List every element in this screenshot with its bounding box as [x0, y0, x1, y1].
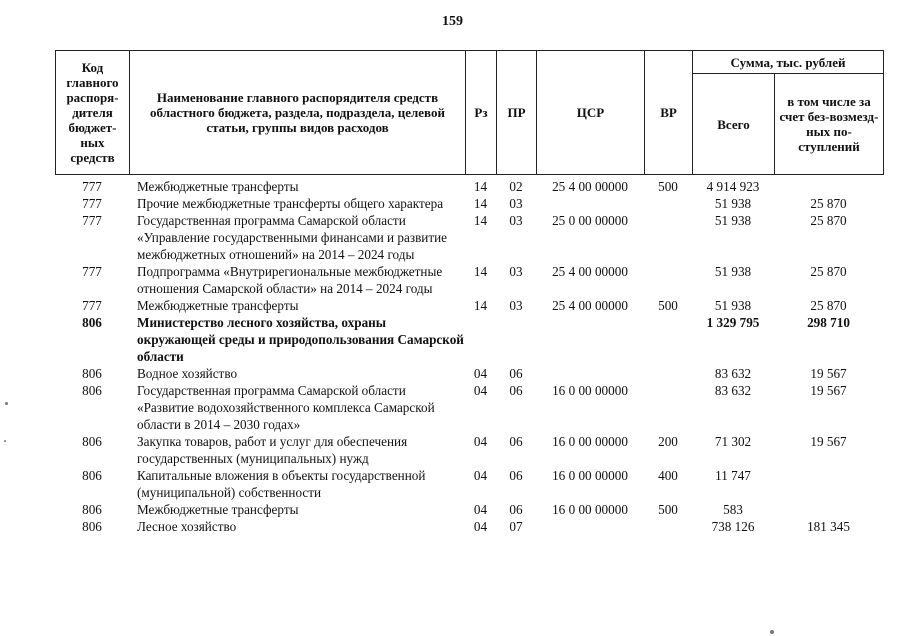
cell-code: 806: [82, 468, 102, 483]
table-row: [55, 467, 883, 501]
cell-pr: 06: [509, 383, 523, 398]
cell-name: Межбюджетные трансферты: [137, 298, 299, 313]
header-total: Всего: [693, 74, 775, 175]
header-rz: Рз: [466, 51, 497, 175]
table-row: [55, 501, 883, 518]
cell-free: 19 567: [810, 383, 847, 398]
cell-rz: 14: [473, 196, 488, 211]
header-name: Наименование главного распорядителя средств областного бюджета, раздела, подраздела, целевой статьи, группы видов расходов: [130, 51, 466, 175]
cell-vr: 500: [658, 179, 678, 194]
cell-vr: [644, 314, 692, 365]
cell-csr: 25 4 00 00000: [552, 298, 628, 313]
cell-total: 83 632: [714, 383, 752, 398]
cell-total: 83 632: [714, 366, 752, 381]
cell-csr: [536, 195, 644, 212]
cell-rz: 04: [473, 519, 488, 534]
cell-rz: 04: [473, 502, 488, 517]
cell-name: Межбюджетные трансферты: [137, 502, 299, 517]
header-incl-free: в том числе за счет без-возмезд-ных по-ступлений: [775, 74, 884, 175]
cell-vr: [644, 518, 692, 535]
cell-free: [774, 467, 883, 501]
cell-free: 19 567: [810, 434, 847, 449]
cell-total: 583: [723, 502, 743, 517]
cell-pr: 06: [509, 366, 523, 381]
table-row-ministry: [55, 314, 883, 365]
cell-rz: 14: [473, 264, 488, 279]
cell-name: Прочие межбюджетные трансферты общего характера: [137, 196, 444, 211]
cell-name: Министерство лесного хозяйства, охраны окружающей среды и природопользования Самарской области: [137, 315, 464, 364]
cell-name: Подпрограмма «Внутрирегиональные межбюджетные отношения Самарской области» на 2014 – 2024 годы: [137, 264, 443, 296]
cell-pr: 07: [509, 519, 523, 534]
cell-vr: 200: [658, 434, 678, 449]
cell-csr: 16 0 00 00000: [552, 383, 628, 398]
cell-code: 806: [82, 315, 102, 330]
cell-csr: 16 0 00 00000: [552, 434, 628, 449]
cell-rz: 04: [473, 468, 488, 483]
cell-csr: 16 0 00 00000: [552, 468, 628, 483]
cell-vr: [644, 212, 692, 263]
cell-csr: [536, 314, 644, 365]
table-row: [55, 212, 883, 263]
cell-vr: 400: [658, 468, 678, 483]
cell-pr: 06: [509, 434, 523, 449]
cell-vr: [644, 263, 692, 297]
cell-pr: 03: [509, 213, 523, 228]
cell-csr: [536, 518, 644, 535]
cell-code: 806: [82, 366, 102, 381]
cell-code: 806: [82, 502, 102, 517]
cell-csr: 25 0 00 00000: [552, 213, 628, 228]
header-code: Код главного распоря-дителя бюджет-ных средств: [56, 51, 130, 175]
cell-code: 777: [82, 298, 102, 313]
table-row: [55, 263, 883, 297]
cell-name: Межбюджетные трансферты: [137, 179, 299, 194]
cell-total: 738 126: [711, 519, 755, 534]
cell-total: 51 938: [714, 196, 752, 211]
cell-free: 298 710: [807, 315, 850, 330]
cell-csr: 16 0 00 00000: [552, 502, 628, 517]
cell-total: 4 914 923: [706, 179, 760, 194]
page-number: 159: [442, 14, 463, 29]
header-sum-title: Сумма, тыс. рублей: [693, 51, 884, 74]
cell-pr: 06: [509, 468, 523, 483]
cell-code: 777: [82, 264, 102, 279]
cell-name: Лесное хозяйство: [137, 519, 237, 534]
cell-vr: [644, 195, 692, 212]
cell-free: 25 870: [810, 264, 847, 279]
cell-csr: 25 4 00 00000: [552, 264, 628, 279]
cell-code: 777: [82, 179, 102, 194]
cell-name: Закупка товаров, работ и услуг для обеспечения государственных (муниципальных) нужд: [137, 434, 408, 466]
cell-free: 181 345: [807, 519, 850, 534]
cell-vr: 500: [658, 298, 678, 313]
cell-code: 806: [82, 434, 102, 449]
cell-rz: 14: [473, 213, 488, 228]
budget-table-header: [55, 50, 884, 175]
table-row: [55, 518, 883, 535]
budget-table-body: [55, 178, 883, 535]
cell-rz: 04: [473, 434, 488, 449]
cell-total: 51 938: [714, 213, 752, 228]
cell-pr: 06: [509, 502, 523, 517]
cell-free: [774, 501, 883, 518]
cell-total: 71 302: [714, 434, 752, 449]
cell-csr: 25 4 00 00000: [552, 179, 628, 194]
cell-pr: 02: [509, 179, 523, 194]
cell-free: [774, 178, 883, 195]
table-row: [55, 433, 883, 467]
scan-speck: [4, 440, 6, 442]
cell-rz: 14: [473, 298, 488, 313]
cell-name: Государственная программа Самарской области «Управление государственными финансами и развитие межбюджетных отношений» на 2014 – 2024 годы: [137, 213, 448, 262]
header-vr: ВР: [645, 51, 693, 175]
cell-total: 1 329 795: [706, 315, 760, 330]
cell-vr: [644, 365, 692, 382]
cell-pr: 03: [509, 196, 523, 211]
header-pr: ПР: [497, 51, 537, 175]
table-row: [55, 178, 883, 195]
cell-name: Водное хозяйство: [137, 366, 238, 381]
cell-free: 25 870: [810, 213, 847, 228]
cell-pr: [496, 314, 536, 365]
cell-pr: 03: [509, 298, 523, 313]
cell-free: 25 870: [810, 196, 847, 211]
cell-rz: 04: [473, 383, 488, 398]
cell-csr: [536, 365, 644, 382]
cell-free: 19 567: [810, 366, 847, 381]
cell-code: 806: [82, 383, 102, 398]
cell-name: Капитальные вложения в объекты государственной (муниципальной) собственности: [137, 468, 426, 500]
cell-rz: 04: [473, 366, 488, 381]
cell-code: 777: [82, 213, 102, 228]
cell-name: Государственная программа Самарской области «Развитие водохозяйственного комплекса Самарской области в 2014 – 2030 годах»: [137, 383, 435, 432]
table-row: [55, 195, 883, 212]
header-csr: ЦСР: [537, 51, 645, 175]
table-row: [55, 297, 883, 314]
cell-code: 806: [82, 519, 102, 534]
cell-vr: [644, 382, 692, 433]
cell-free: 25 870: [810, 298, 847, 313]
cell-total: 51 938: [714, 264, 752, 279]
cell-pr: 03: [509, 264, 523, 279]
scan-speck: [5, 402, 8, 405]
cell-vr: 500: [658, 502, 678, 517]
table-row: [55, 382, 883, 433]
scan-speck: [770, 630, 774, 634]
cell-rz: [465, 314, 496, 365]
cell-total: 51 938: [714, 298, 752, 313]
table-row: [55, 365, 883, 382]
cell-code: 777: [82, 196, 102, 211]
cell-total: 11 747: [715, 468, 751, 483]
cell-rz: 14: [473, 179, 488, 194]
